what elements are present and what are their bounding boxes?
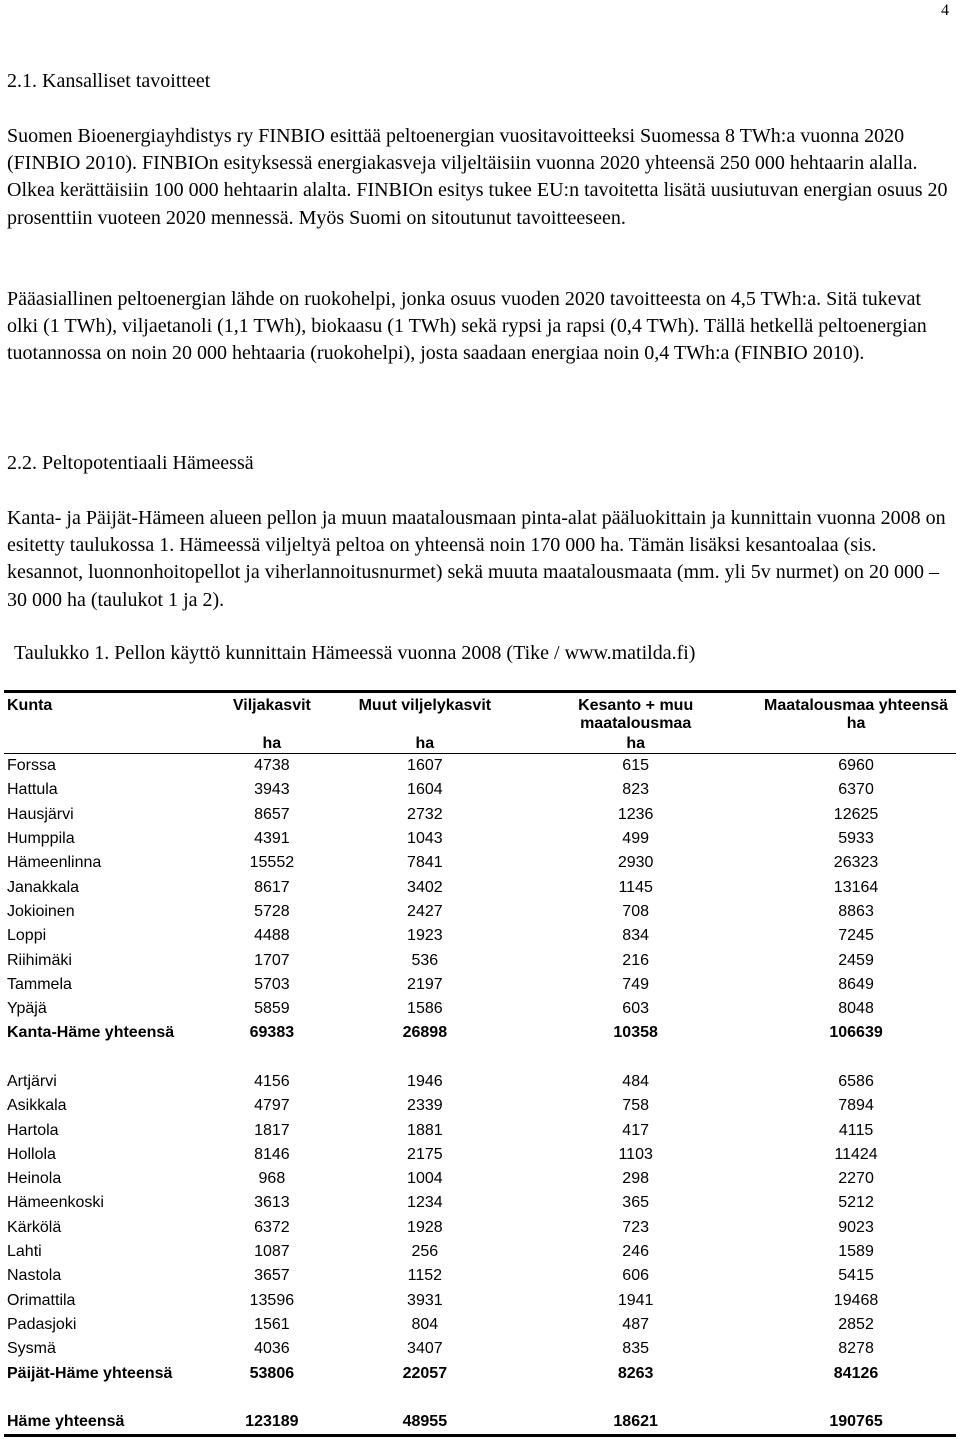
maatalousmaa-yhteensa-value: 12625 <box>833 805 879 823</box>
table-row <box>4 1094 956 1118</box>
viljakasvit-value: 15552 <box>249 854 295 872</box>
table-row <box>4 1289 956 1313</box>
municipality-name: Häme yhteensä <box>4 1410 209 1436</box>
paragraph-hame-field-area: Kanta- ja Päijät-Hämeen alueen pellon ja muun maatalousmaan pinta-alat pääluokittain ja kunnittain vuonna 2008 on esitetty taulukossa 1. Hämeessä viljeltyä peltoa on yhteensä noin 170 000 ha. Tämän lisäksi kesantoalaa (sis. kesannot, luonnonhoitopellot ja viherlannoitusnurmet) sekä muuta maatalousmaata (mm. yli 5v nurmet) on 20 000 – 30 000 ha (taulukot 1 ja 2). <box>7 507 946 611</box>
viljakasvit-value: 3613 <box>254 1194 290 1212</box>
municipality-name: Hollola <box>7 1145 56 1163</box>
viljakasvit-value: 8146 <box>254 1145 290 1163</box>
table-unit-row <box>4 735 956 754</box>
viljakasvit-value: 53806 <box>249 1364 295 1382</box>
table-row <box>4 851 956 875</box>
kesanto-value: 615 <box>622 757 649 775</box>
maatalousmaa-yhteensa-value: 7245 <box>838 927 874 945</box>
viljakasvit-value: 8657 <box>254 805 290 823</box>
maatalousmaa-yhteensa-value: 6586 <box>838 1073 874 1090</box>
municipality-name: Asikkala <box>7 1097 67 1115</box>
viljakasvit-value: 1087 <box>254 1243 290 1261</box>
municipality-name: Hattula <box>7 781 58 799</box>
municipality-name: Loppi <box>7 927 47 945</box>
viljakasvit-value: 4797 <box>254 1097 290 1115</box>
municipality-name: Padasjoki <box>7 1315 77 1333</box>
table-row <box>4 803 956 827</box>
viljakasvit-value: 5859 <box>254 1000 290 1018</box>
maatalousmaa-yhteensa-value: 13164 <box>833 878 879 896</box>
viljakasvit-value: 4391 <box>254 830 290 848</box>
maatalousmaa-yhteensa-value: 9023 <box>838 1218 874 1236</box>
kesanto-value: 246 <box>622 1243 649 1261</box>
muut-viljelykasvit-value: 1152 <box>407 1267 443 1285</box>
kesanto-value: 2930 <box>617 854 654 872</box>
kesanto-value: 723 <box>622 1218 649 1236</box>
viljakasvit-value: 1561 <box>254 1315 290 1333</box>
table-row <box>4 1070 956 1094</box>
muut-viljelykasvit-value: 3402 <box>407 878 443 896</box>
maatalousmaa-yhteensa-value: 8278 <box>838 1340 874 1358</box>
table-total-row <box>4 1021 956 1045</box>
muut-viljelykasvit-value: 48955 <box>334 1410 515 1436</box>
viljakasvit-value: 5728 <box>254 902 290 920</box>
table-row <box>4 827 956 851</box>
muut-viljelykasvit-value: 1946 <box>407 1073 443 1090</box>
kesanto-value: 1941 <box>617 1291 654 1309</box>
table-row <box>4 1313 956 1337</box>
municipality-name: Lahti <box>7 1243 42 1261</box>
muut-viljelykasvit-value: 2732 <box>407 805 443 823</box>
table-total-row <box>4 1361 956 1385</box>
muut-viljelykasvit-value: 1004 <box>407 1170 443 1188</box>
municipality-name: Hartola <box>7 1121 59 1139</box>
municipality-name: Riihimäki <box>7 951 72 969</box>
table-row <box>4 754 956 779</box>
municipality-name: Hausjärvi <box>7 805 74 823</box>
muut-viljelykasvit-value: 2427 <box>407 902 443 920</box>
municipality-name: Tammela <box>7 975 72 993</box>
municipality-name: Kärkölä <box>7 1218 62 1236</box>
kesanto-value: 823 <box>622 781 649 799</box>
section-heading-field-potential: 2.2. Peltopotentiaali Hämeessä <box>7 452 254 474</box>
maatalousmaa-yhteensa-value: 26323 <box>833 854 879 872</box>
table-spacer-row <box>4 1386 956 1410</box>
unit-cell: ha <box>515 735 756 754</box>
muut-viljelykasvit-value: 1923 <box>407 927 443 945</box>
maatalousmaa-yhteensa-value: 2270 <box>838 1170 874 1188</box>
kesanto-value: 499 <box>622 830 649 848</box>
municipality-name: Forssa <box>7 757 56 775</box>
kesanto-value: 18621 <box>515 1410 756 1436</box>
column-header-kunta: Kunta <box>4 692 209 736</box>
viljakasvit-value: 3657 <box>254 1267 290 1285</box>
muut-viljelykasvit-value: 22057 <box>402 1364 448 1382</box>
viljakasvit-value: 4488 <box>254 927 290 945</box>
kesanto-value: 1236 <box>617 805 654 823</box>
maatalousmaa-yhteensa-value: 6960 <box>838 757 874 775</box>
table-header-row <box>4 692 956 736</box>
viljakasvit-value: 1817 <box>254 1121 290 1139</box>
maatalousmaa-yhteensa-value: 5415 <box>838 1267 874 1285</box>
kesanto-value: 606 <box>622 1267 649 1285</box>
viljakasvit-value: 8617 <box>254 878 290 896</box>
municipality-name: Hämeenkoski <box>7 1194 104 1212</box>
maatalousmaa-yhteensa-value: 11424 <box>834 1145 878 1163</box>
viljakasvit-value: 1707 <box>254 951 290 969</box>
kesanto-value: 487 <box>622 1315 649 1333</box>
unit-cell <box>4 735 209 754</box>
viljakasvit-value: 5703 <box>254 975 290 993</box>
maatalousmaa-yhteensa-value: 5212 <box>838 1194 874 1212</box>
spacer-cell <box>4 1386 956 1410</box>
municipality-name: Nastola <box>7 1267 62 1285</box>
maatalousmaa-yhteensa-value: 190765 <box>756 1410 956 1436</box>
kesanto-value: 365 <box>622 1194 649 1212</box>
viljakasvit-value: 4156 <box>254 1073 290 1090</box>
municipality-name: Kanta-Häme yhteensä <box>7 1024 175 1042</box>
viljakasvit-value: 69383 <box>249 1024 295 1042</box>
table-row <box>4 1191 956 1215</box>
maatalousmaa-yhteensa-value: 4115 <box>838 1121 874 1139</box>
muut-viljelykasvit-value: 3407 <box>407 1340 443 1358</box>
viljakasvit-value: 123189 <box>209 1410 334 1436</box>
municipality-name: Heinola <box>7 1170 62 1188</box>
table-row <box>4 948 956 972</box>
viljakasvit-value: 968 <box>258 1170 286 1188</box>
kesanto-value: 1103 <box>618 1145 653 1163</box>
table-row <box>4 778 956 802</box>
kesanto-value: 758 <box>622 1097 649 1115</box>
table-spacer-row <box>4 1046 956 1070</box>
section-heading-national-targets: 2.1. Kansalliset tavoitteet <box>7 70 211 92</box>
kesanto-value: 1145 <box>618 878 653 896</box>
table-row <box>4 1143 956 1167</box>
muut-viljelykasvit-value: 1604 <box>407 781 443 799</box>
maatalousmaa-yhteensa-value: 84126 <box>833 1364 879 1382</box>
column-header-viljakasvit: Viljakasvit <box>209 692 334 736</box>
table-row <box>4 900 956 924</box>
maatalousmaa-yhteensa-value: 5933 <box>838 830 874 848</box>
spacer-cell <box>4 1046 956 1070</box>
maatalousmaa-yhteensa-value: 2459 <box>838 951 874 969</box>
table-row <box>4 973 956 997</box>
kesanto-value: 834 <box>622 927 649 945</box>
muut-viljelykasvit-value: 7841 <box>407 854 443 872</box>
maatalousmaa-yhteensa-value: 8048 <box>838 1000 874 1018</box>
municipality-name: Artjärvi <box>7 1073 57 1090</box>
table-row <box>4 997 956 1021</box>
municipality-name: Janakkala <box>7 878 80 896</box>
kesanto-value: 8263 <box>617 1364 654 1382</box>
muut-viljelykasvit-value: 2175 <box>407 1145 443 1163</box>
table-total-row <box>4 1410 956 1436</box>
table-row <box>4 1118 956 1142</box>
kesanto-value: 603 <box>622 1000 649 1018</box>
maatalousmaa-yhteensa-value: 106639 <box>829 1024 883 1042</box>
table-row <box>4 1240 956 1264</box>
table-row <box>4 1337 956 1361</box>
muut-viljelykasvit-value: 1928 <box>407 1218 443 1236</box>
kesanto-value: 10358 <box>613 1024 658 1042</box>
muut-viljelykasvit-value: 2339 <box>407 1097 443 1115</box>
unit-cell: ha <box>209 735 334 754</box>
unit-cell: ha <box>334 735 515 754</box>
table-row <box>4 1167 956 1191</box>
muut-viljelykasvit-value: 1586 <box>407 1000 443 1018</box>
kesanto-value: 484 <box>622 1073 649 1090</box>
column-header-maatalousmaa-yhteensa: Maatalousmaa yhteensä ha <box>756 692 956 736</box>
table-caption: Taulukko 1. Pellon käyttö kunnittain Hämeessä vuonna 2008 (Tike / www.matilda.fi) <box>14 642 696 664</box>
paragraph-field-energy-sources: Pääasiallinen peltoenergian lähde on ruokohelpi, jonka osuus vuoden 2020 tavoitteesta on 4,5 TWh:a. Sitä tukevat olki (1 TWh), viljaetanoli (1,1 TWh), biokaasu (1 TWh) sekä rypsi ja rapsi (0,4 TWh). Tällä hetkellä peltoenergian tuotannossa on noin 20 000 hehtaaria (ruokohelpi), josta saadaan energiaa noin 0,4 TWh:a (FINBIO 2010). <box>7 288 927 365</box>
viljakasvit-value: 3943 <box>254 781 290 799</box>
viljakasvit-value: 4738 <box>254 757 290 775</box>
muut-viljelykasvit-value: 804 <box>411 1315 439 1333</box>
municipality-name: Jokioinen <box>7 902 75 920</box>
page-number: 4 <box>941 2 949 19</box>
muut-viljelykasvit-value: 3931 <box>407 1291 443 1309</box>
column-header-kesanto: Kesanto + muu maatalousmaa <box>515 692 756 736</box>
muut-viljelykasvit-value: 1881 <box>407 1121 443 1139</box>
maatalousmaa-yhteensa-value: 8863 <box>838 902 874 920</box>
table-row <box>4 875 956 899</box>
maatalousmaa-yhteensa-value: 19468 <box>833 1291 879 1309</box>
unit-cell <box>756 735 956 754</box>
paragraph-finbio-targets: Suomen Bioenergiayhdistys ry FINBIO esittää peltoenergian vuositavoitteeksi Suomessa 8 TWh:a vuonna 2020 (FINBIO 2010). FINBIOn esityksessä energiakasveja viljeltäisiin vuonna 2020 yhteensä 250 000 hehtaarin alalla. Olkea kerättäisiin 100 000 hehtaarin alalta. FINBIOn esitys tukee EU:n tavoitetta lisätä uusiutuvan energian osuus 20 prosenttiin vuoteen 2020 mennessä. Myös Suomi on sitoutunut tavoitteeseen. <box>7 125 948 229</box>
maatalousmaa-yhteensa-value: 1589 <box>838 1243 874 1261</box>
column-header-muut-viljelykasvit: Muut viljelykasvit <box>334 692 515 736</box>
muut-viljelykasvit-value: 1043 <box>407 830 443 848</box>
table-row <box>4 1216 956 1240</box>
municipality-name: Sysmä <box>7 1340 56 1358</box>
kesanto-value: 216 <box>622 951 649 969</box>
municipality-name: Ypäjä <box>7 1000 47 1018</box>
field-use-table <box>4 690 956 1437</box>
kesanto-value: 749 <box>622 975 649 993</box>
muut-viljelykasvit-value: 1607 <box>407 757 443 775</box>
municipality-name: Orimattila <box>7 1291 76 1309</box>
maatalousmaa-yhteensa-value: 2852 <box>838 1315 874 1333</box>
table-row <box>4 924 956 948</box>
municipality-name: Hämeenlinna <box>7 854 102 872</box>
muut-viljelykasvit-value: 256 <box>411 1243 439 1261</box>
maatalousmaa-yhteensa-value: 8649 <box>838 975 874 993</box>
kesanto-value: 417 <box>622 1121 649 1139</box>
municipality-name: Humppila <box>7 830 75 848</box>
muut-viljelykasvit-value: 2197 <box>407 975 443 993</box>
muut-viljelykasvit-value: 26898 <box>402 1024 448 1042</box>
municipality-name: Päijät-Häme yhteensä <box>7 1364 173 1382</box>
kesanto-value: 835 <box>622 1340 649 1358</box>
table-row <box>4 1264 956 1288</box>
muut-viljelykasvit-value: 1234 <box>407 1194 443 1212</box>
maatalousmaa-yhteensa-value: 6370 <box>838 781 874 799</box>
table-body <box>4 754 956 1436</box>
viljakasvit-value: 4036 <box>254 1340 290 1358</box>
viljakasvit-value: 6372 <box>254 1218 290 1236</box>
kesanto-value: 298 <box>622 1170 649 1188</box>
muut-viljelykasvit-value: 536 <box>411 951 439 969</box>
kesanto-value: 708 <box>622 902 649 920</box>
maatalousmaa-yhteensa-value: 7894 <box>838 1097 874 1115</box>
viljakasvit-value: 13596 <box>249 1291 295 1309</box>
